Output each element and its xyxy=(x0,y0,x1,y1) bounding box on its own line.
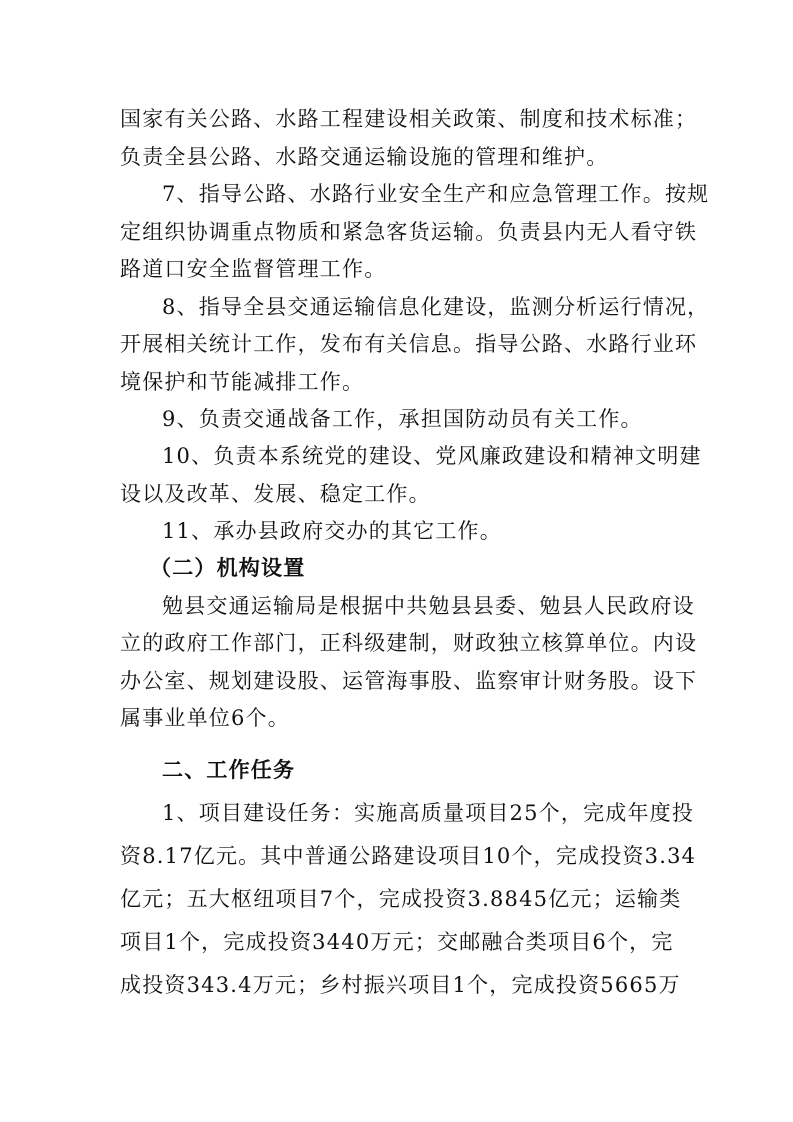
paragraph-line: 定组织协调重点物质和紧急客货运输。负责县内无人看守铁 xyxy=(120,220,698,244)
paragraph-line: 勉县交通运输局是根据中共勉县县委、勉县人民政府设 xyxy=(162,594,695,618)
section-heading: （二）机构设置 xyxy=(150,556,306,580)
paragraph-line: 成投资343.4万元；乡村振兴项目1个，完成投资5665万 xyxy=(120,973,681,997)
paragraph-line: 11、承办县政府交办的其它工作。 xyxy=(162,519,502,543)
paragraph-line: 路道口安全监督管理工作。 xyxy=(120,257,387,281)
paragraph-line: 9、负责交通战备工作，承担国防动员有关工作。 xyxy=(162,407,643,431)
paragraph-line: 属事业单位6个。 xyxy=(120,706,290,730)
paragraph-line: 办公室、规划建设股、运管海事股、监察审计财务股。设下 xyxy=(120,669,698,693)
paragraph-line: 10、负责本系统党的建设、党风廉政建设和精神文明建 xyxy=(162,444,702,468)
paragraph-line: 立的政府工作部门，正科级建制，财政独立核算单位。内设 xyxy=(120,631,698,655)
paragraph-line: 1、项目建设任务：实施高质量项目25个，完成年度投 xyxy=(162,801,695,825)
paragraph-line: 8、指导全县交通运输信息化建设，监测分析运行情况， xyxy=(162,295,710,319)
paragraph-line: 设以及改革、发展、稳定工作。 xyxy=(120,482,431,506)
paragraph-line: 开展相关统计工作，发布有关信息。指导公路、水路行业环 xyxy=(120,332,698,356)
paragraph-line: 项目1个，完成投资3440万元；交邮融合类项目6个，完 xyxy=(120,930,674,954)
paragraph-line: 资8.17亿元。其中普通公路建设项目10个，完成投资3.34 xyxy=(120,844,697,868)
paragraph-line: 国家有关公路、水路工程建设相关政策、制度和技术标准； xyxy=(120,107,698,131)
paragraph-line: 境保护和节能减排工作。 xyxy=(120,370,365,394)
paragraph-line: 亿元；五大枢纽项目7个，完成投资3.8845亿元；运输类 xyxy=(120,887,682,911)
section-heading: 二、工作任务 xyxy=(162,758,296,782)
paragraph-line: 7、指导公路、水路行业安全生产和应急管理工作。按规 xyxy=(162,182,710,206)
paragraph-line: 负责全县公路、水路交通运输设施的管理和维护。 xyxy=(120,145,609,169)
